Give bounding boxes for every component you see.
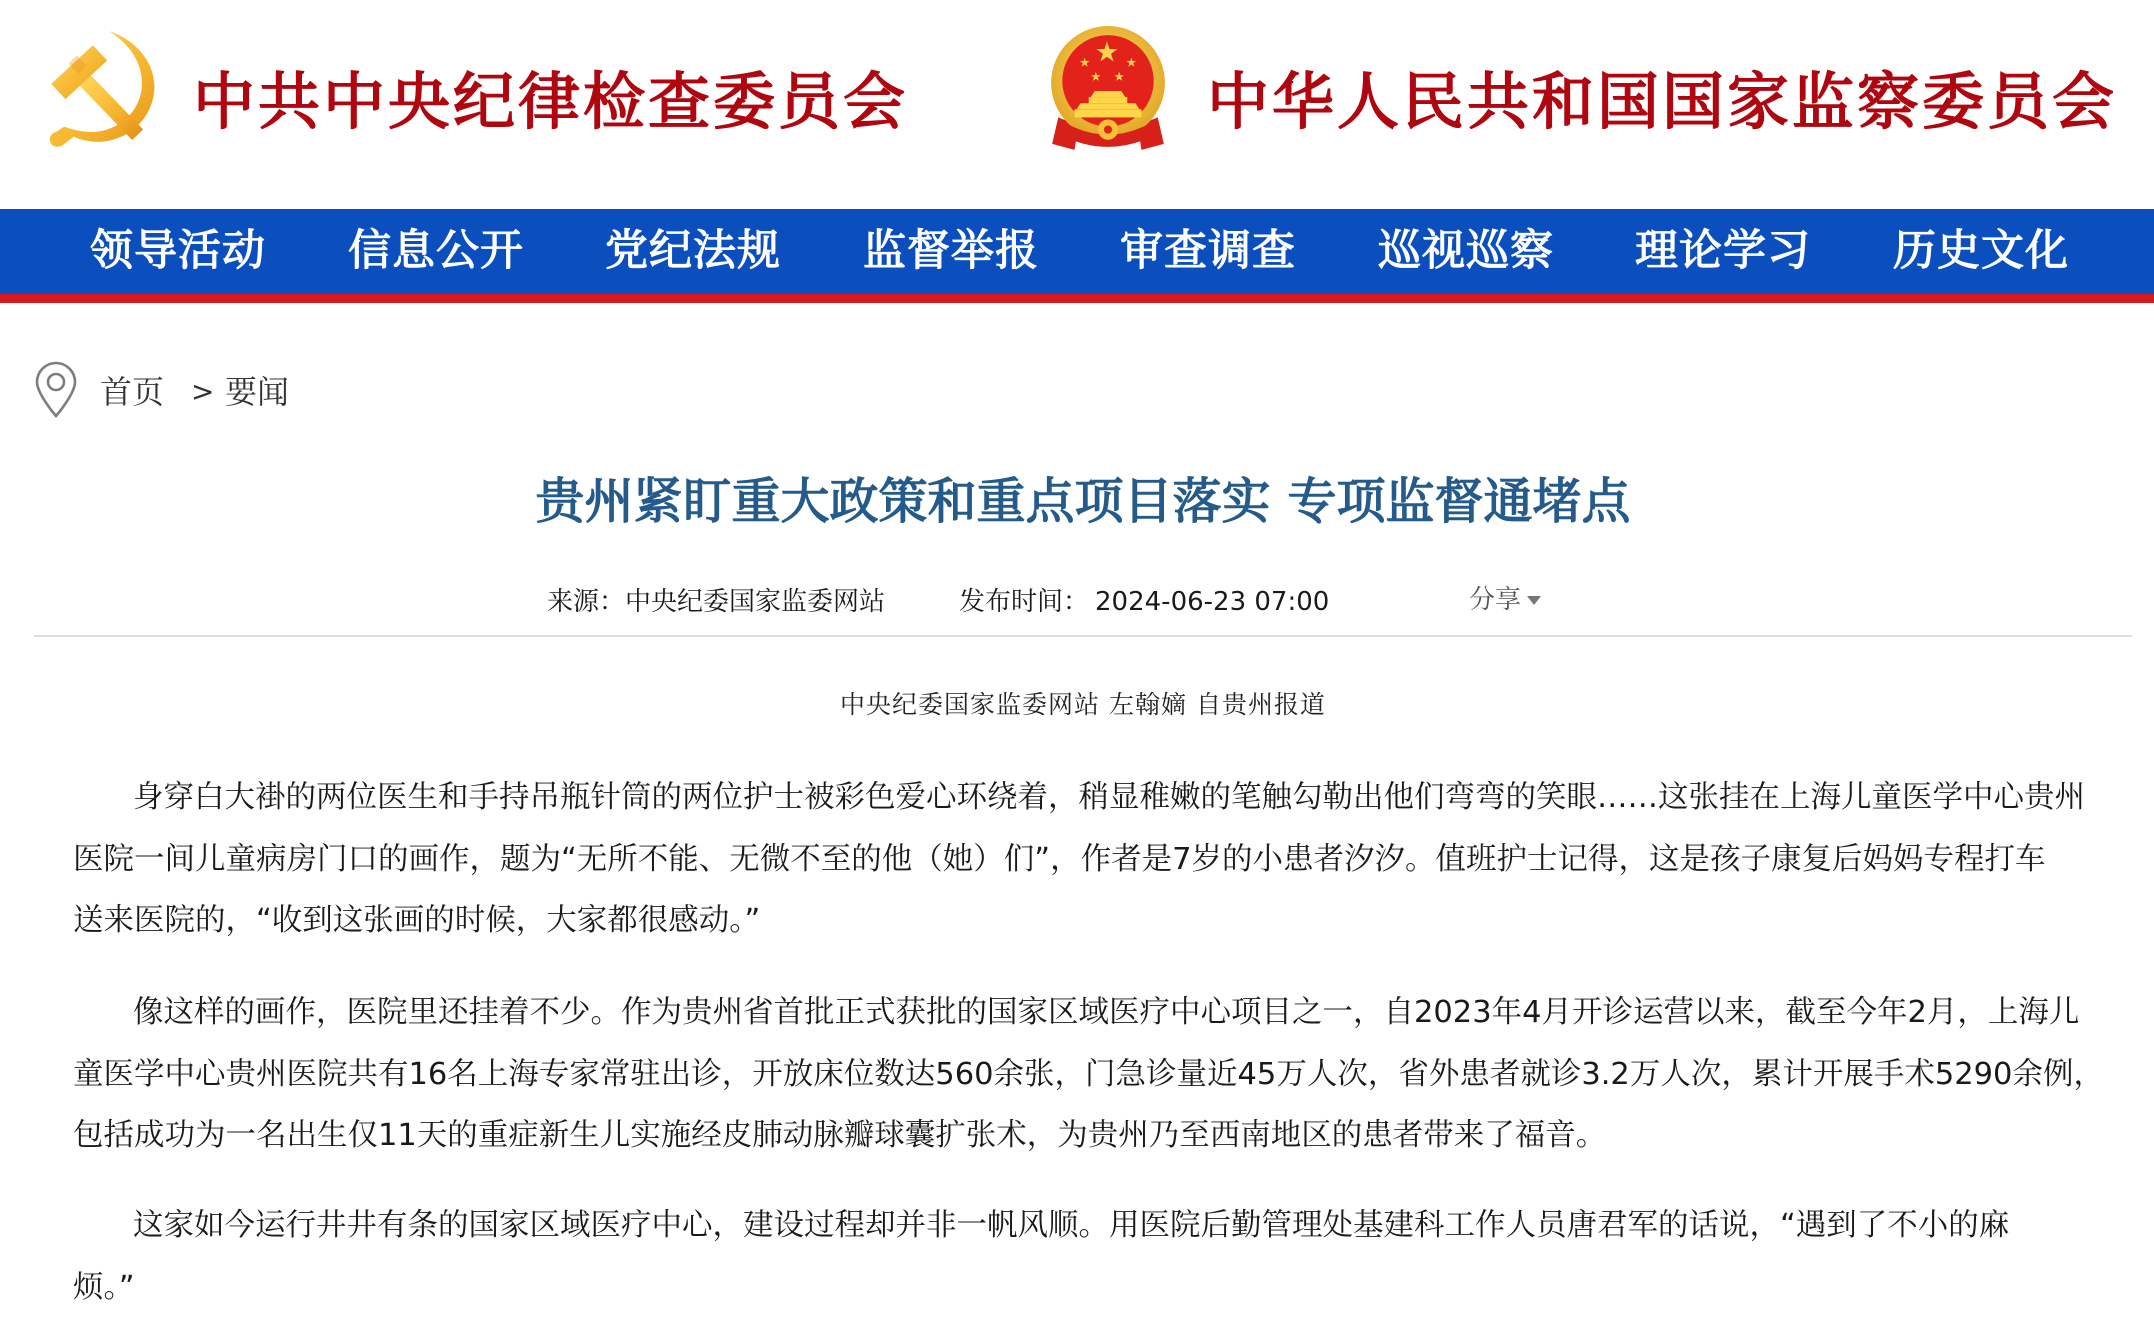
party-logo-link[interactable] [38, 27, 160, 151]
nav-item-inspection[interactable]: 巡视巡察 [1378, 226, 1554, 276]
nav-item-information[interactable]: 信息公开 [348, 226, 524, 276]
nav-item-investigation[interactable]: 审查调查 [1120, 226, 1296, 276]
location-pin-icon [33, 361, 79, 419]
cpc-ccdi-title: 中共中央纪律检查委员会 [193, 65, 909, 138]
paragraph-line: 烦。” [73, 1269, 135, 1305]
source-value: 中央纪委国家监委网站 [625, 587, 886, 617]
paragraph-line: 像这样的画作，医院里还挂着不少。作为贵州省首批正式获批的国家区域医疗中心项目之一，自2023年4月开诊运营以来，截至今年2月，上海儿 [133, 995, 2080, 1030]
publish-time-label: 发布时间： [959, 587, 1090, 617]
nav-item-theory-study[interactable]: 理论学习 [1635, 226, 1811, 276]
paragraph-line: 这家如今运行井井有条的国家区域医疗中心，建设过程却并非一帆风顺。用医院后勤管理处基建科工作人员唐君军的话说，“遇到了不小的麻 [133, 1208, 2010, 1243]
paragraph-line: 医院一间儿童病房门口的画作，题为“无所不能、无微不至的他（她）们”，作者是7岁的小患者汐汐。值班护士记得，这是孩子康复后妈妈专程打车 [73, 841, 2046, 877]
breadcrumb-home[interactable]: 首页 [100, 373, 165, 411]
nav-item-regulations[interactable]: 党纪法规 [605, 226, 781, 276]
caret-down-icon [1527, 596, 1541, 605]
nav-underline [0, 294, 2154, 303]
article-publish-time [959, 584, 1329, 620]
share-dropdown-button[interactable] [1469, 582, 1541, 618]
article-byline: 中央纪委国家监委网站 左翰嫡 自贵州报道 [840, 690, 1326, 719]
nav-item-supervision-report[interactable]: 监督举报 [863, 226, 1039, 276]
article-source [547, 584, 885, 620]
title-separator [34, 635, 2132, 637]
publish-time-value: 2024-06-23 07:00 [1095, 587, 1330, 617]
party-emblem-icon [38, 27, 160, 151]
national-emblem-icon [1044, 24, 1172, 156]
paragraph-line: 包括成功为一名出生仅11天的重症新生儿实施经皮肺动脉瓣球囊扩张术，为贵州乃至西南地区的患者带来了福音。 [73, 1118, 1607, 1153]
nav-item-history-culture[interactable]: 历史文化 [1893, 226, 2069, 276]
breadcrumb-news[interactable]: 要闻 [225, 373, 290, 411]
nsc-title: 中华人民共和国国家监察委员会 [1207, 65, 2118, 138]
article-title: 贵州紧盯重大政策和重点项目落实 专项监督通堵点 [535, 473, 1631, 530]
paragraph-line: 送来医院的，“收到这张画的时候，大家都很感动。” [73, 903, 761, 938]
state-logo-link[interactable] [1044, 24, 1172, 156]
paragraph-line: 童医学中心贵州医院共有16名上海专家常驻出诊，开放床位数达560余张，门急诊量近45万人次，省外患者就诊3.2万人次，累计开展手术5290余例， [73, 1056, 2104, 1092]
nav-item-leadership[interactable]: 领导活动 [90, 226, 266, 276]
source-label: 来源： [547, 587, 626, 617]
article-paragraph-3 [73, 1195, 2083, 1318]
share-label: 分享 [1469, 585, 1522, 615]
article-paragraph-2 [73, 982, 2104, 1167]
paragraph-line: 身穿白大褂的两位医生和手持吊瓶针筒的两位护士被彩色爱心环绕着，稍显稚嫩的笔触勾勒出他们弯弯的笑眼……这张挂在上海儿童医学中心贵州 [133, 780, 2085, 815]
article-paragraph-1 [73, 767, 2083, 952]
main-nav [0, 209, 2154, 294]
breadcrumb-separator: > [191, 375, 215, 408]
